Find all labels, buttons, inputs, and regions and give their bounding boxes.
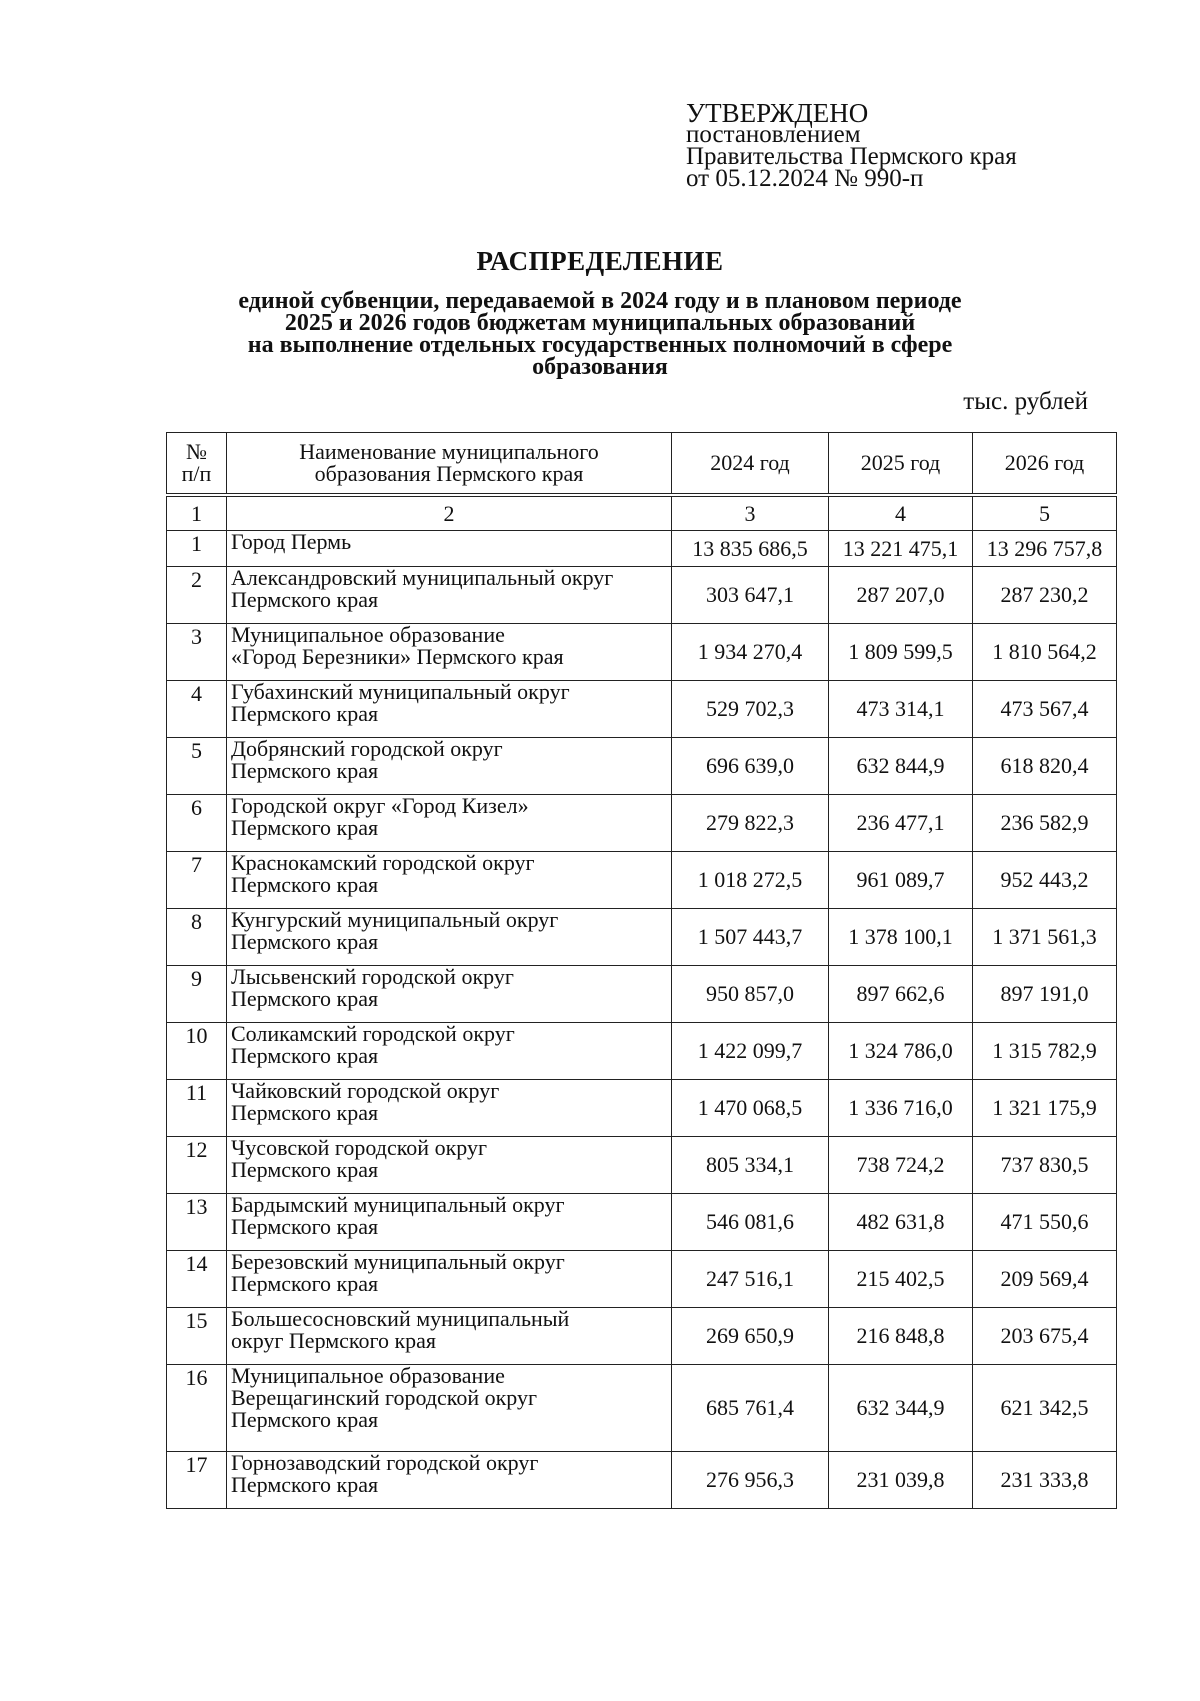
value-2025: 961 089,7 bbox=[829, 852, 973, 909]
municipality-name bbox=[227, 531, 672, 567]
header-num bbox=[167, 433, 227, 496]
value-2024: 269 650,9 bbox=[672, 1308, 829, 1365]
approval-line-3: от 05.12.2024 № 990-п bbox=[686, 165, 924, 192]
value-2024: 805 334,1 bbox=[672, 1137, 829, 1194]
municipality-name-line: Пермского края bbox=[231, 929, 379, 954]
document-subtitle bbox=[150, 290, 1050, 378]
municipality-name bbox=[227, 738, 672, 795]
table-header-row bbox=[167, 433, 1117, 496]
value-2025: 236 477,1 bbox=[829, 795, 973, 852]
value-2025: 738 724,2 bbox=[829, 1137, 973, 1194]
value-2024: 279 822,3 bbox=[672, 795, 829, 852]
municipality-name bbox=[227, 1452, 672, 1509]
approval-title: УТВЕРЖДЕНО bbox=[686, 98, 869, 128]
value-2026: 952 443,2 bbox=[973, 852, 1117, 909]
row-number: 11 bbox=[167, 1080, 227, 1137]
value-2026: 1 810 564,2 bbox=[973, 624, 1117, 681]
table-row bbox=[167, 624, 1117, 681]
row-number: 15 bbox=[167, 1308, 227, 1365]
header-2024: 2024 год bbox=[672, 433, 829, 496]
value-2024: 247 516,1 bbox=[672, 1251, 829, 1308]
row-number: 13 bbox=[167, 1194, 227, 1251]
municipality-name-line: Муниципальное образование bbox=[231, 622, 505, 647]
table-row bbox=[167, 1452, 1117, 1509]
municipality-name bbox=[227, 1365, 672, 1452]
municipality-name-line: Город Пермь bbox=[231, 529, 352, 554]
municipality-name-line: Пермского края bbox=[231, 758, 379, 783]
municipality-name-line: Пермского края bbox=[231, 872, 379, 897]
row-number: 17 bbox=[167, 1452, 227, 1509]
municipality-name-line: Большесосновский муниципальный bbox=[231, 1306, 570, 1331]
municipality-name-line: Пермского края bbox=[231, 1472, 379, 1497]
value-2026: 287 230,2 bbox=[973, 567, 1117, 624]
municipality-name-line: Пермского края bbox=[231, 1157, 379, 1182]
municipality-name bbox=[227, 852, 672, 909]
value-2026: 473 567,4 bbox=[973, 681, 1117, 738]
municipality-name bbox=[227, 624, 672, 681]
municipality-name-line: Пермского края bbox=[231, 1043, 379, 1068]
municipality-name-line: Пермского края bbox=[231, 986, 379, 1011]
column-index: 5 bbox=[973, 495, 1117, 531]
column-index: 4 bbox=[829, 495, 973, 531]
municipality-name-line: Губахинский муниципальный округ bbox=[231, 679, 570, 704]
value-2025: 13 221 475,1 bbox=[829, 531, 973, 567]
value-2024: 1 018 272,5 bbox=[672, 852, 829, 909]
municipality-name bbox=[227, 1080, 672, 1137]
table-row bbox=[167, 909, 1117, 966]
municipality-name-line: Горнозаводский городской округ bbox=[231, 1450, 539, 1475]
municipality-name bbox=[227, 1308, 672, 1365]
row-number: 6 bbox=[167, 795, 227, 852]
header-name bbox=[227, 433, 672, 496]
municipality-name bbox=[227, 909, 672, 966]
municipality-name-line: Пермского края bbox=[231, 1407, 379, 1432]
table-row bbox=[167, 531, 1117, 567]
municipality-name-line: Добрянский городской округ bbox=[231, 736, 503, 761]
header-num-line-1: № bbox=[186, 439, 207, 464]
value-2026: 1 371 561,3 bbox=[973, 909, 1117, 966]
subtitle-line-3: на выполнение отдельных государственных полномочий в сфере bbox=[247, 332, 953, 358]
municipality-name-line: Пермского края bbox=[231, 1100, 379, 1125]
value-2024: 546 081,6 bbox=[672, 1194, 829, 1251]
municipality-name bbox=[227, 1194, 672, 1251]
units-label: тыс. рублей bbox=[963, 388, 1088, 415]
value-2026: 897 191,0 bbox=[973, 966, 1117, 1023]
municipality-name-line: Березовский муниципальный округ bbox=[231, 1249, 565, 1274]
value-2026: 621 342,5 bbox=[973, 1365, 1117, 1452]
municipality-name bbox=[227, 1137, 672, 1194]
table-row bbox=[167, 1194, 1117, 1251]
municipality-name-line: Пермского края bbox=[231, 1271, 379, 1296]
value-2024: 276 956,3 bbox=[672, 1452, 829, 1509]
header-2026: 2026 год bbox=[973, 433, 1117, 496]
value-2024: 950 857,0 bbox=[672, 966, 829, 1023]
municipality-name bbox=[227, 966, 672, 1023]
approval-stamp bbox=[686, 98, 1017, 192]
value-2026: 618 820,4 bbox=[973, 738, 1117, 795]
municipality-name bbox=[227, 681, 672, 738]
value-2025: 1 378 100,1 bbox=[829, 909, 973, 966]
title-block bbox=[150, 246, 1050, 378]
column-index-row bbox=[167, 495, 1117, 531]
header-2025: 2025 год bbox=[829, 433, 973, 496]
municipality-name-line: Верещагинский городской округ bbox=[231, 1385, 538, 1410]
municipality-name-line: Краснокамский городской округ bbox=[231, 850, 535, 875]
municipality-name bbox=[227, 1023, 672, 1080]
row-number: 8 bbox=[167, 909, 227, 966]
distribution-table bbox=[166, 432, 1117, 1509]
row-number: 3 bbox=[167, 624, 227, 681]
value-2024: 529 702,3 bbox=[672, 681, 829, 738]
municipality-name-line: Чусовской городской округ bbox=[231, 1135, 487, 1160]
table-row bbox=[167, 1080, 1117, 1137]
row-number: 2 bbox=[167, 567, 227, 624]
value-2025: 231 039,8 bbox=[829, 1452, 973, 1509]
row-number: 4 bbox=[167, 681, 227, 738]
row-number: 12 bbox=[167, 1137, 227, 1194]
table-row bbox=[167, 567, 1117, 624]
value-2026: 471 550,6 bbox=[973, 1194, 1117, 1251]
municipality-name-line: Пермского края bbox=[231, 701, 379, 726]
table-row bbox=[167, 1251, 1117, 1308]
value-2026: 236 582,9 bbox=[973, 795, 1117, 852]
value-2024: 685 761,4 bbox=[672, 1365, 829, 1452]
row-number: 7 bbox=[167, 852, 227, 909]
subtitle-line-2: 2025 и 2026 годов бюджетам муниципальных образований bbox=[284, 310, 916, 336]
value-2026: 13 296 757,8 bbox=[973, 531, 1117, 567]
table-row bbox=[167, 852, 1117, 909]
row-number: 14 bbox=[167, 1251, 227, 1308]
value-2025: 632 844,9 bbox=[829, 738, 973, 795]
municipality-name-line: Пермского края bbox=[231, 587, 379, 612]
table-row bbox=[167, 795, 1117, 852]
municipality-name bbox=[227, 567, 672, 624]
municipality-name-line: Пермского края bbox=[231, 815, 379, 840]
municipality-name-line: Соликамский городской округ bbox=[231, 1021, 515, 1046]
header-name-line-1: Наименование муниципального bbox=[299, 439, 599, 464]
header-num-line-2: п/п bbox=[181, 461, 212, 486]
municipality-name-line: Кунгурский муниципальный округ bbox=[231, 907, 559, 932]
value-2024: 303 647,1 bbox=[672, 567, 829, 624]
municipality-name bbox=[227, 1251, 672, 1308]
value-2025: 216 848,8 bbox=[829, 1308, 973, 1365]
document-title: РАСПРЕДЕЛЕНИЕ bbox=[476, 246, 724, 276]
value-2026: 209 569,4 bbox=[973, 1251, 1117, 1308]
municipality-name-line: округ Пермского края bbox=[231, 1328, 437, 1353]
approval-line-2: Правительства Пермского края bbox=[686, 143, 1017, 170]
value-2024: 696 639,0 bbox=[672, 738, 829, 795]
column-index: 2 bbox=[227, 495, 672, 531]
value-2024: 1 507 443,7 bbox=[672, 909, 829, 966]
row-number: 16 bbox=[167, 1365, 227, 1452]
table-row bbox=[167, 681, 1117, 738]
row-number: 10 bbox=[167, 1023, 227, 1080]
row-number: 9 bbox=[167, 966, 227, 1023]
value-2025: 1 324 786,0 bbox=[829, 1023, 973, 1080]
approval-line-1: постановлением bbox=[686, 121, 861, 148]
municipality-name-line: Бардымский муниципальный округ bbox=[231, 1192, 565, 1217]
column-index: 1 bbox=[167, 495, 227, 531]
value-2024: 13 835 686,5 bbox=[672, 531, 829, 567]
table-row bbox=[167, 1137, 1117, 1194]
municipality-name-line: Муниципальное образование bbox=[231, 1363, 505, 1388]
row-number: 5 bbox=[167, 738, 227, 795]
value-2025: 215 402,5 bbox=[829, 1251, 973, 1308]
column-index: 3 bbox=[672, 495, 829, 531]
table-row bbox=[167, 1308, 1117, 1365]
table-body bbox=[167, 531, 1117, 1509]
value-2025: 1 336 716,0 bbox=[829, 1080, 973, 1137]
value-2025: 482 631,8 bbox=[829, 1194, 973, 1251]
value-2025: 897 662,6 bbox=[829, 966, 973, 1023]
municipality-name-line: Лысьвенский городской округ bbox=[231, 964, 514, 989]
row-number: 1 bbox=[167, 531, 227, 567]
value-2026: 1 315 782,9 bbox=[973, 1023, 1117, 1080]
table-row bbox=[167, 1365, 1117, 1452]
value-2025: 287 207,0 bbox=[829, 567, 973, 624]
subtitle-line-1: единой субвенции, передаваемой в 2024 году и в плановом периоде bbox=[238, 288, 962, 314]
municipality-name-line: Пермского края bbox=[231, 1214, 379, 1239]
municipality-name bbox=[227, 795, 672, 852]
value-2024: 1 934 270,4 bbox=[672, 624, 829, 681]
table-row bbox=[167, 1023, 1117, 1080]
municipality-name-line: Чайковский городской округ bbox=[231, 1078, 500, 1103]
value-2025: 473 314,1 bbox=[829, 681, 973, 738]
municipality-name-line: Александровский муниципальный округ bbox=[231, 565, 614, 590]
value-2025: 632 344,9 bbox=[829, 1365, 973, 1452]
value-2026: 231 333,8 bbox=[973, 1452, 1117, 1509]
header-name-line-2: образования Пермского края bbox=[314, 461, 584, 486]
value-2026: 1 321 175,9 bbox=[973, 1080, 1117, 1137]
table-row bbox=[167, 738, 1117, 795]
subtitle-line-4: образования bbox=[532, 354, 668, 380]
value-2025: 1 809 599,5 bbox=[829, 624, 973, 681]
value-2026: 203 675,4 bbox=[973, 1308, 1117, 1365]
table-row bbox=[167, 966, 1117, 1023]
municipality-name-line: Городской округ «Город Кизел» bbox=[231, 793, 529, 818]
value-2024: 1 470 068,5 bbox=[672, 1080, 829, 1137]
value-2024: 1 422 099,7 bbox=[672, 1023, 829, 1080]
municipality-name-line: «Город Березники» Пермского края bbox=[231, 644, 564, 669]
value-2026: 737 830,5 bbox=[973, 1137, 1117, 1194]
